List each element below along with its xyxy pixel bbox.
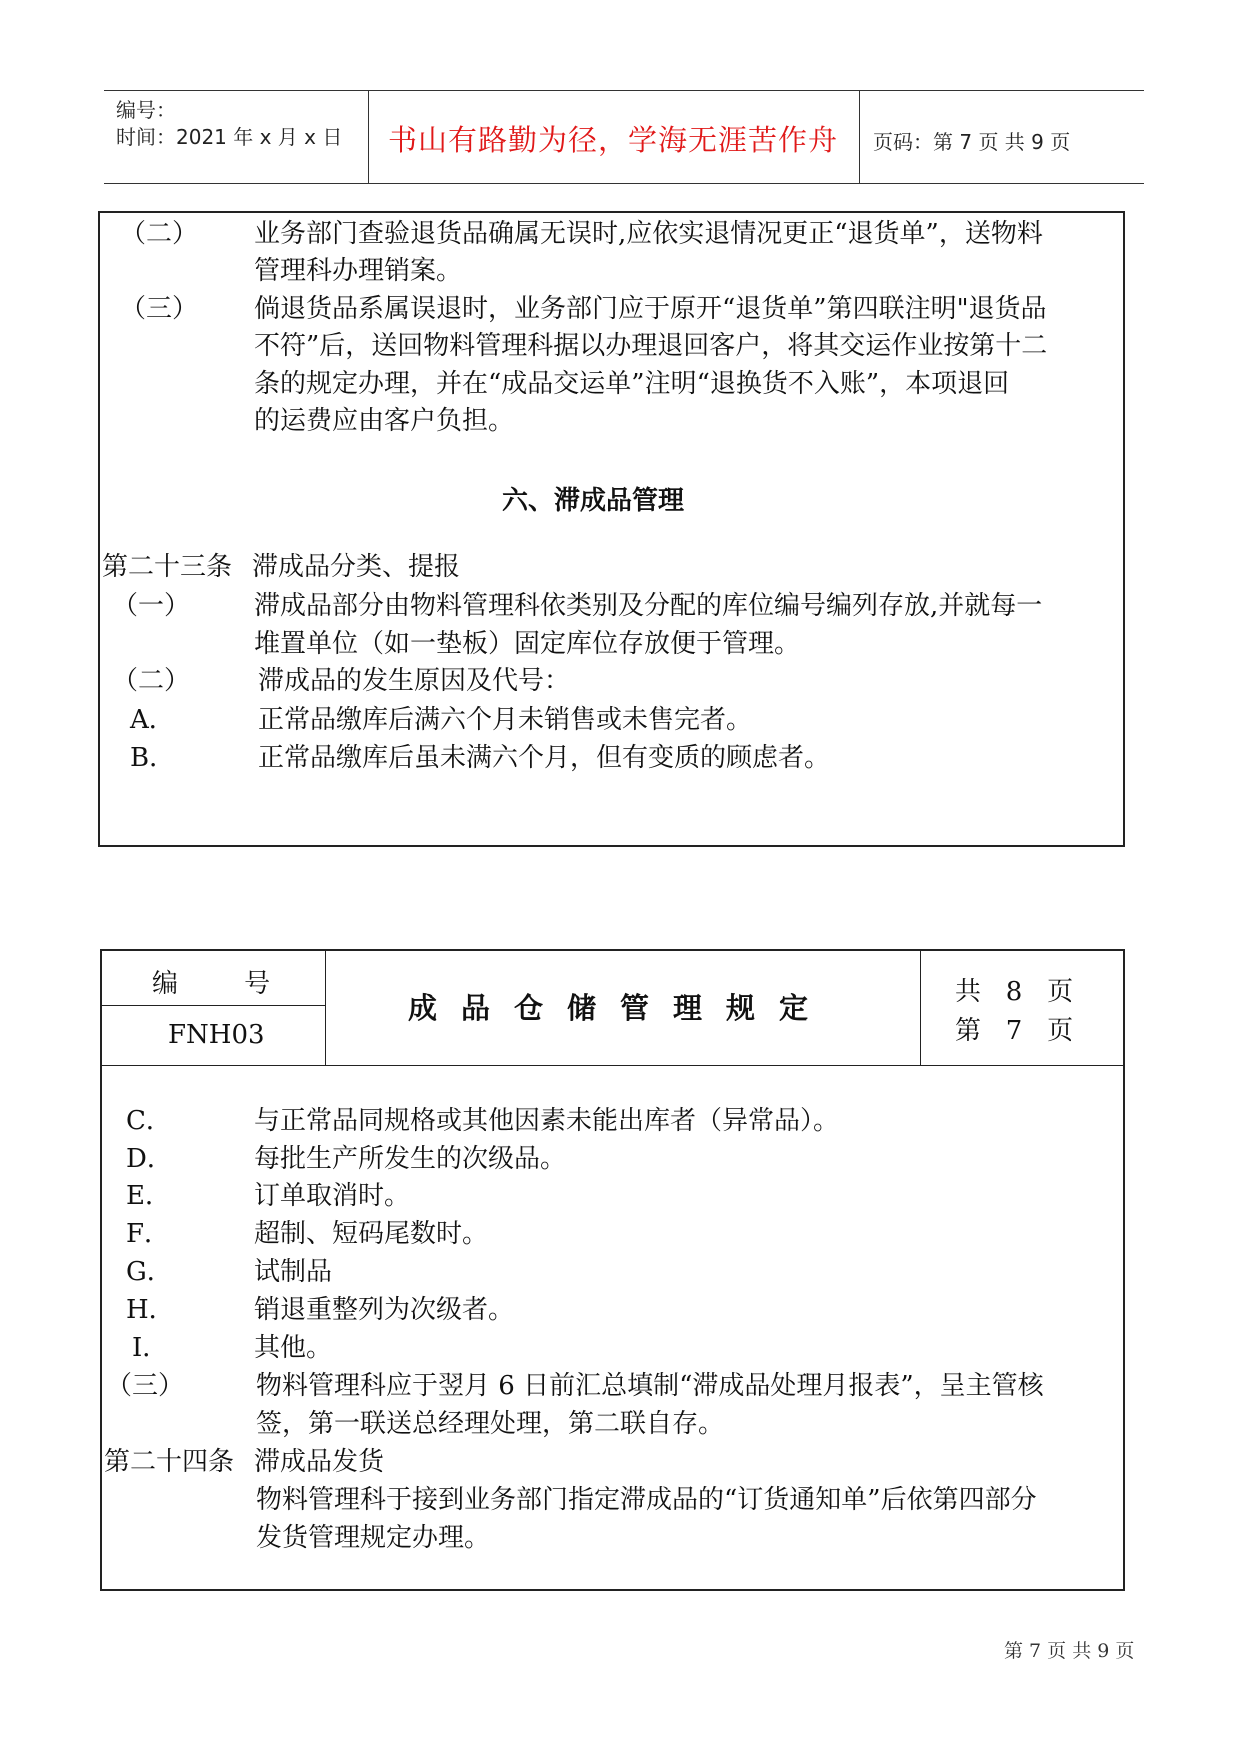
item-text-line: 销退重整列为次级者。 [254, 1295, 515, 1325]
doc-current-page: 第 7 页 [955, 1016, 1074, 1046]
item-text-line: 签，第一联送总经理处理，第二联自存。 [256, 1409, 725, 1439]
doc-total-pages: 共 8 页 [955, 977, 1074, 1007]
header-divider [859, 90, 860, 184]
header-motto: 书山有路勤为径，学海无涯苦作舟 [388, 123, 839, 157]
item-label: （二） [120, 219, 199, 249]
article-body-line: 发货管理规定办理。 [256, 1523, 491, 1553]
item-text-line: 堆置单位（如一垫板）固定库位存放便于管理。 [254, 629, 801, 659]
article-body-line: 物料管理科于接到业务部门指定滞成品的“订货通知单”后依第四部分 [256, 1485, 1037, 1515]
item-text-line: 物料管理科应于翌月 6 日前汇总填制“滞成品处理月报表”，呈主管核 [256, 1371, 1044, 1401]
item-text-line: 倘退货品系属误退时，业务部门应于原开“退货单”第四联注明"退货品 [254, 294, 1047, 324]
doc-number-value: FNH03 [168, 1020, 265, 1050]
header-time-label: 时间：2021 年 x 月 x 日 [116, 125, 343, 149]
item-text-line: 不符”后，送回物料管理科据以办理退回客户，将其交运作业按第十二 [254, 331, 1048, 361]
item-text-line: 试制品 [254, 1257, 333, 1287]
item-label: E． [126, 1181, 171, 1211]
header-bottom-rule [104, 183, 1144, 184]
page-footer: 第 7 页 共 9 页 [1004, 1640, 1135, 1662]
item-label: （三） [120, 294, 199, 324]
article-title: 滞成品发货 [254, 1447, 385, 1477]
item-label: A． [130, 705, 175, 735]
item-label: （一） [112, 591, 191, 621]
header-number-label: 编号： [116, 98, 176, 122]
item-text-line: 超制、短码尾数时。 [254, 1219, 489, 1249]
item-label: F． [126, 1219, 171, 1249]
item-label: （二） [112, 666, 191, 696]
item-label: （三） [106, 1371, 185, 1401]
article-title: 滞成品分类、提报 [252, 552, 461, 582]
grid-rule [100, 1065, 1125, 1066]
item-text-line: 订单取消时。 [254, 1181, 411, 1211]
item-text-line: 其他。 [254, 1333, 333, 1363]
item-label: I． [132, 1333, 169, 1363]
item-label: C． [126, 1106, 172, 1136]
item-text-line: 与正常品同规格或其他因素未能出库者（异常品）。 [254, 1106, 840, 1136]
item-text-line: 每批生产所发生的次级品。 [254, 1144, 567, 1174]
article-label: 第二十四条 [104, 1447, 235, 1477]
item-text-line: 业务部门查验退货品确属无误时,应依实退情况更正“退货单”，送物料 [254, 219, 1043, 249]
grid-rule [325, 949, 326, 1066]
item-label: H． [126, 1295, 175, 1325]
item-text-line: 的运费应由客户负担。 [254, 406, 515, 436]
item-label: B． [130, 743, 176, 773]
item-text-line: 滞成品部分由物料管理科依类别及分配的库位编号编列存放,并就每一 [254, 591, 1043, 621]
item-text-line: 滞成品的发生原因及代号： [258, 666, 571, 696]
header-page-info: 页码：第 7 页 共 9 页 [873, 130, 1071, 154]
header-top-rule [104, 90, 1144, 91]
header-divider [368, 90, 369, 184]
grid-rule [100, 1005, 325, 1006]
section-heading: 六、滞成品管理 [502, 486, 685, 516]
item-text-line: 管理科办理销案。 [254, 256, 463, 286]
article-label: 第二十三条 [102, 552, 233, 582]
item-label: D． [126, 1144, 173, 1174]
doc-number-label: 编 号 [152, 969, 271, 999]
item-text-line: 正常品缴库后虽未满六个月，但有变质的顾虑者。 [258, 743, 831, 773]
item-text-line: 正常品缴库后满六个月未销售或未售完者。 [258, 705, 753, 735]
item-label: G． [126, 1257, 173, 1287]
item-text-line: 条的规定办理，并在“成品交运单”注明“退换货不入账”，本项退回 [254, 369, 1010, 399]
doc-title: 成品仓储管理规定 [408, 991, 833, 1025]
grid-rule [920, 949, 921, 1066]
